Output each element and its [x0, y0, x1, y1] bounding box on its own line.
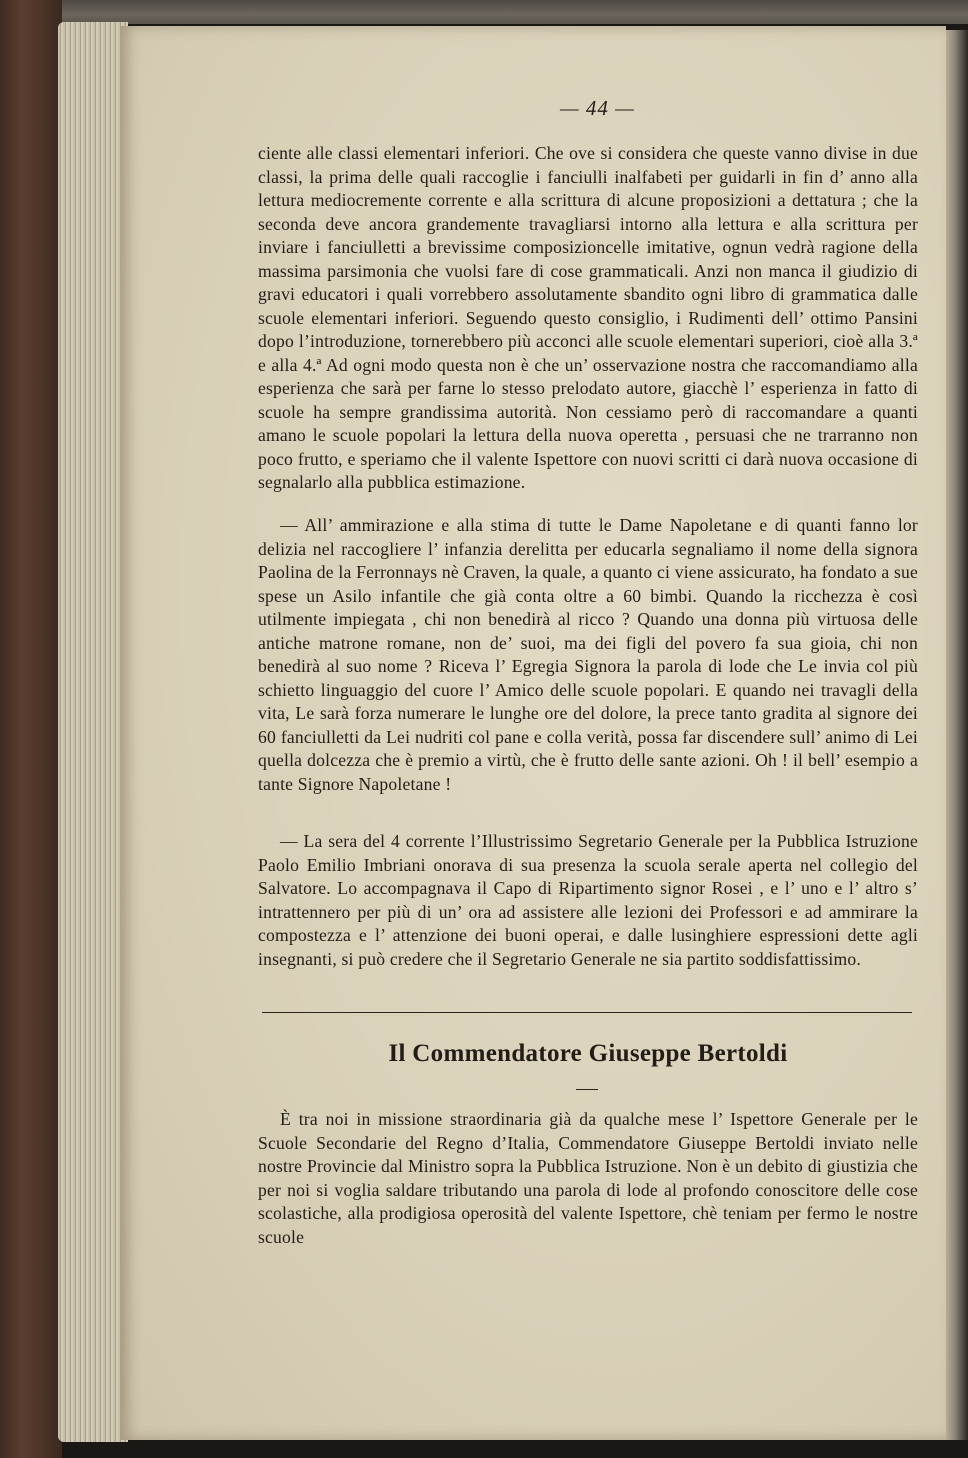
heading-underline [576, 1089, 598, 1090]
page-number: — 44 — [560, 96, 635, 120]
paragraph-bertoldi: È tra noi in missione straordinaria già da qualche mese l’ Ispettore Generale per le Scuole Secondarie del Regno d’Italia, Commendatore Giuseppe Bertoldi inviato nelle nostre Provincie dal Ministro sopra la Pubblica Istruzione. Non è un debito di giustizia che per noi si voglia saldare tributando una parola di lode al profondo conoscitore delle cose scolastiche, alla prodigiosa operosità del valente Ispettore, chè teniam per fermo le nostre scuole [258, 1109, 918, 1247]
section-heading: Il Commendatore Giuseppe Bertoldi [388, 1040, 788, 1067]
paragraph-dame-napoletane: — All’ ammirazione e alla stima di tutte le Dame Napoletane e di quanti fanno lor delizia nel raccogliere l’ infanzia derelitta per educarla segnaliamo il nome della signora Paolina de la Ferronnays nè Craven, la quale, a quanto ci viene assicurato, ha fondato a sue spese un Asilo infantile che già conta oltre a 60 bimbi. Quando la ricchezza è così utilmente impiegata , chi non benedirà al ricco ? Quando una donna più virtuosa delle antiche matrone romane, non de’ suoi, ma dei figli del povero fa sua gioia, chi non benedirà al suo nome ? Riceva l’ Egregia Signora la parola di lode che Le invia col più schietto linguaggio del cuore l’ Amico delle scuole popolari. E quando nei travagli della vita, Le sarà forza numerare le lunghe ore del dolore, la prece tanto gradita al signore dei 60 fanciulletti da Lei nudriti col pane e colla verità, possa far discendere sull’ animo di Lei quella dolcezza che è premio a virtù, che è frutto delle sante azioni. Oh ! il bell’ esempio a tante Signore Napoletane ! [258, 515, 918, 794]
book-spine [0, 0, 62, 1458]
book-cover-top [0, 0, 968, 24]
paragraph-scuola-serale: — La sera del 4 corrente l’Illustrissimo Segretario Generale per la Pubblica Istruzione Paolo Emilio Imbriani onorava di sua presenza la scuola serale aperta nel collegio del Salvatore. Lo accompagnava il Capo di Ripartimento signor Rosei , e l’ uno e l’ altro s’ intrattennero per più di un’ ora ad assistere alle lezioni dei Professori e ad ammirare la compostezza e l’ attenzione dei buoni operai, e dalle lusinghiere espressioni dette agli insegnanti, si può credere che il Segretario Generale ne sia partito soddisfattissimo. [258, 831, 918, 969]
page-right-edge [946, 30, 968, 1440]
paragraph-continued: ciente alle classi elementari inferiori. Che ove si considera che queste vanno divise in due classi, la prima delle quali raccoglie i fanciulli inalfabeti per guidarli in fin d’ anno alla lettura mediocremente corrente e alla scrittura di alcune proposizioni a dettatura ; che la seconda deve ancora grandemente travagliarsi intorno alla lettura e alla scrittura per inviare i fanciulletti a brevissime composizioncelle imitative, ognun vedrà ragione della massima parsimonia che vuolsi fare di cose grammaticali. Anzi non manca il giudizio di gravi educatori i quali vorrebbero assolutamente sbandito ogni libro di grammatica dalle scuole elementari inferiori. Seguendo questo consiglio, i Rudimenti dell’ ottimo Pansini dopo l’introduzione, tornerebbero più acconci alle scuole elementari superiori, cioè alla 3.ª e alla 4.ª Ad ogni modo questa non è che un’ osservazione nostra che raccomandiamo alla esperienza che sarà per farne lo stesso prelodato autore, giacchè l’ esperienza in fatto di scuole ha sempre grandissima autorità. Non cessiamo però di raccomandare a quanti amano le scuole popolari la lettura della nuova operetta , persuasi che ne trarranno non poco frutto, e speriamo che il valente Ispettore con nuovi scritti ci darà nuova occasione di segnalarlo alla pubblica estimazione. [258, 143, 918, 492]
section-divider [262, 1012, 912, 1013]
page-edges [58, 22, 128, 1442]
